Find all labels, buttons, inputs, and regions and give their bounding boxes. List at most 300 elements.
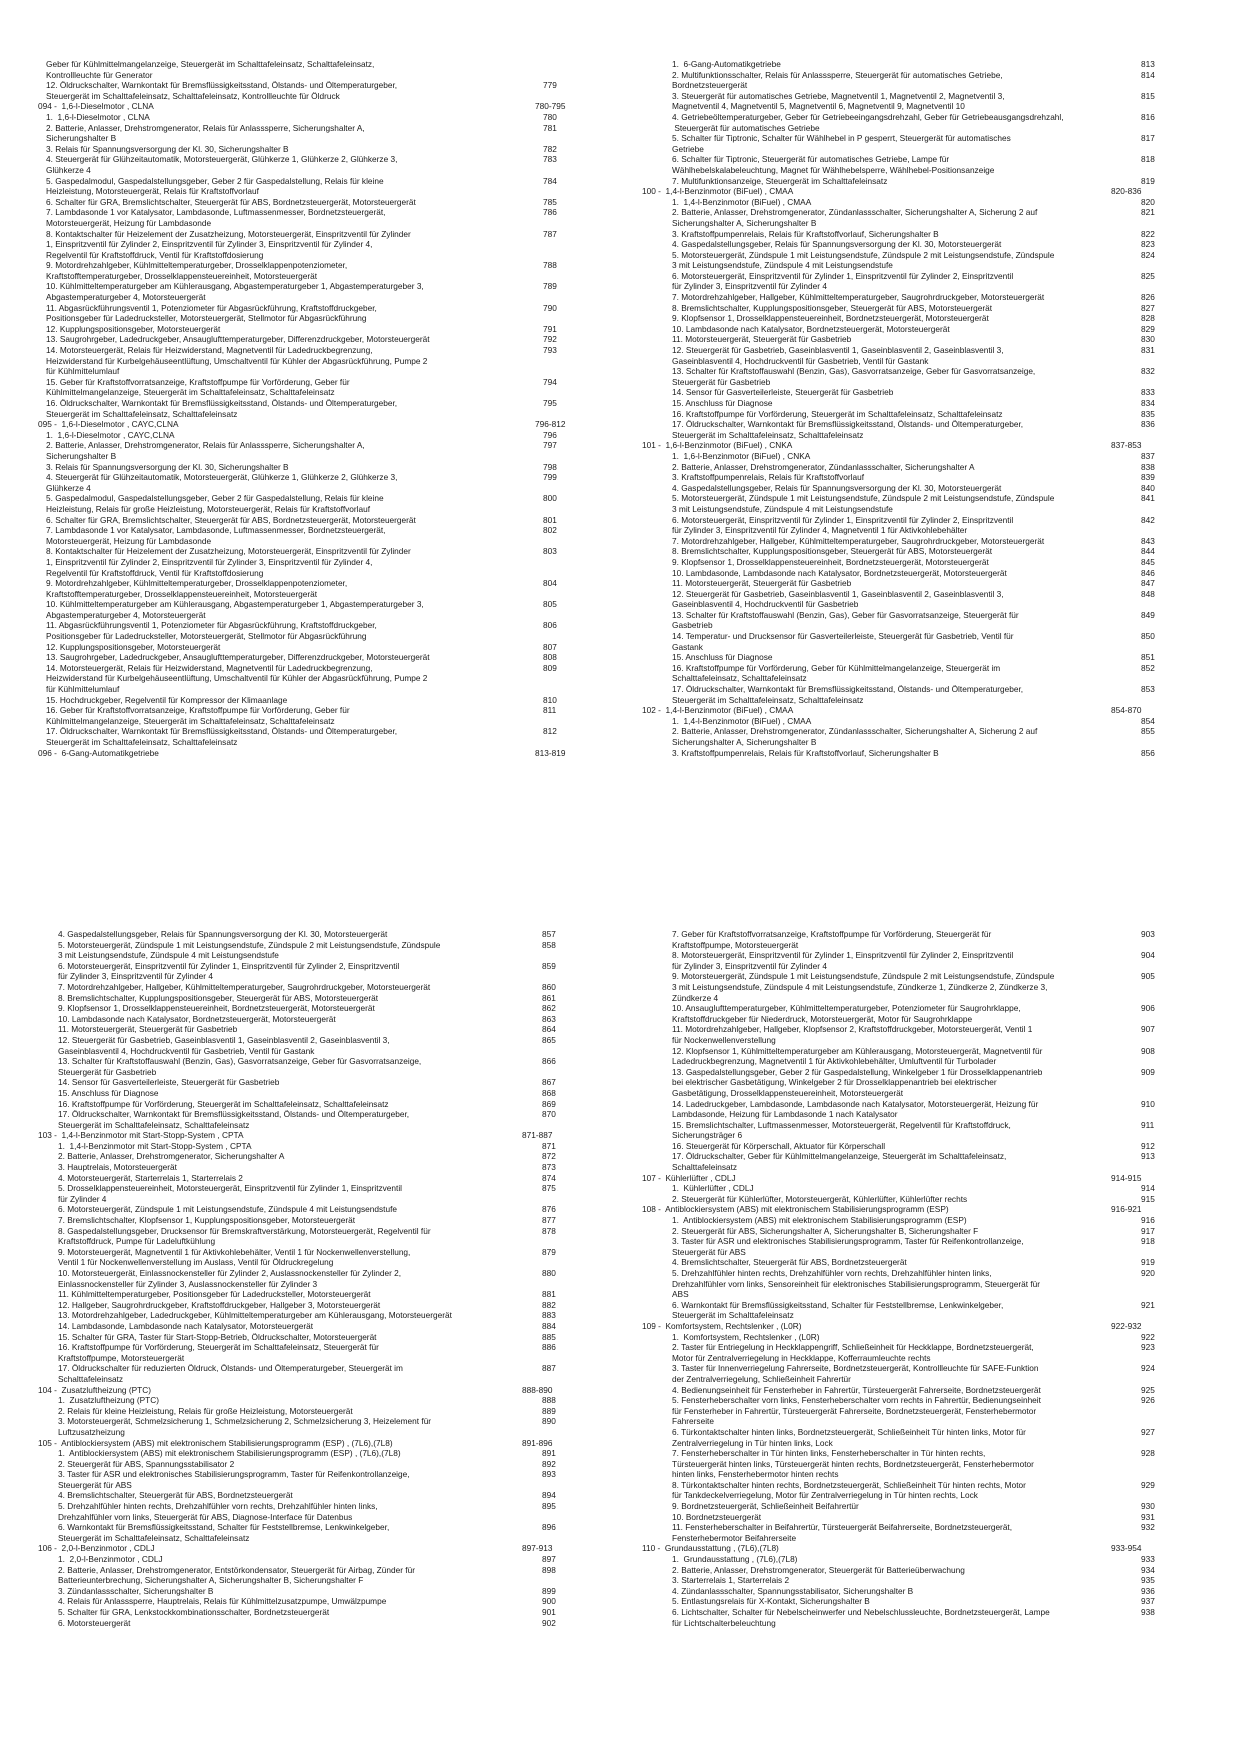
toc-entry-text: 9. Motordrehzahlgeber, Kühlmitteltemperaturgeber, Drosselklappenpotenziometer, Kraftstofftemperaturgeber, Drosselklappensteuereinheit, Motorsteuergerät (46, 578, 348, 599)
toc-page-number: 927 (1141, 1426, 1155, 1437)
toc-page-number: 796 (543, 429, 557, 440)
toc-entry-text: 13. Schalter für Kraftstoffauswahl (Benzin, Gas), Gasvorratsanzeige, Geber für Gasvorratsanzeige, Steuergerät für Gasbetrieb (58, 1056, 422, 1077)
toc-entry-text: 1. 1,4-l-Benzinmotor (BiFuel) , CMAA (672, 715, 812, 726)
toc-page-number: 826 (1141, 292, 1155, 303)
toc-entry-text: 14. Motorsteuergerät, Relais für Heizwiderstand, Magnetventil für Ladedruckbegrenzung, Heizwiderstand für Kurbelgehäuseentlüftung, Umschaltventil für Kühler der Abgasrückführung, Pumpe 2 für Kühlmittelumlauf (46, 345, 428, 377)
toc-entry-text: 1. Grundausstattung , (7L6),(7L8) (672, 1554, 798, 1565)
toc-entry-text: 12. Klopfsensor 1, Kühlmitteltemperaturgeber am Kühlerausgang, Motorsteuergerät, Magnetventil für Ladedruckbegrenzung, Magnetventil 1 für Aktivkohlebehälter, Umluftventil für Turbolader (672, 1045, 1043, 1067)
toc-entry-row (672, 536, 1202, 547)
toc-page-number: 875 (542, 1183, 556, 1194)
toc-entry-text: 3. Kraftstoffpumpenrelais, Relais für Kraftstoffvorlauf (672, 472, 864, 483)
toc-entry-row (672, 1151, 1202, 1172)
toc-page-number: 784 (543, 175, 557, 186)
toc-page-number: 920 (1141, 1268, 1155, 1278)
toc-entry-row (46, 59, 556, 80)
toc-page-number: 785 (543, 196, 557, 207)
toc-page-number: 914-915 (1111, 1172, 1142, 1183)
toc-entry-text: 1. 1,6-l-Benzinmotor (BiFuel) , CNKA (672, 450, 811, 461)
toc-entry-text: 6. Motorsteuergerät, Einspritzventil für Zylinder 1, Einspritzventil für Zylinder 2, Einspritzventil für Zylinder 3, Einspritzventil für Zylinder 4 (672, 270, 1014, 292)
toc-entry-text: 1. Antiblockiersystem (ABS) mit elektronischem Stabilisierungsprogramm (ESP) (672, 1215, 967, 1226)
toc-entry-text: 15. Hochdruckgeber, Regelventil für Kompressor der Klimaanlage (46, 694, 288, 705)
toc-page-number: 852 (1141, 662, 1155, 673)
toc-entry-row (672, 1194, 1202, 1205)
toc-section-title: 110 - Grundausstattung , (7L6),(7L8) (642, 1543, 779, 1554)
toc-entry-text: 6. Motorsteuergerät, Einspritzventil für Zylinder 1, Einspritzventil für Zylinder 2, Einspritzventil für Zylinder 3, Einspritzventil für Zylinder 4, Magnetventil 1 für Aktivkohlebehälter (672, 514, 1014, 536)
toc-page-number: 892 (542, 1458, 556, 1469)
toc-page-number: 831 (1141, 345, 1155, 356)
toc-entry-row (672, 91, 1202, 112)
toc-page-number: 915 (1141, 1193, 1155, 1204)
toc-section-title: 105 - Antiblockiersystem (ABS) mit elektronischem Stabilisierungsprogramm (ESP) , (7L6),(7L8) (38, 1437, 393, 1448)
toc-entry-text: 12. Kupplungspositionsgeber, Motorsteuergerät (46, 641, 221, 652)
toc-entry-row (58, 1501, 556, 1522)
toc-page-number: 931 (1141, 1511, 1155, 1522)
toc-entry-text: 11. Fensterheberschalter in Beifahrertür, Türsteuergerät Beifahrerseite, Bordnetzsteuergerät, Fensterhebermotor Beifahrerseite (672, 1522, 1013, 1543)
toc-page-number: 814 (1141, 69, 1155, 80)
toc-page-number: 847 (1141, 578, 1155, 589)
toc-section-row (38, 1438, 556, 1449)
toc-entry-row (672, 1342, 1202, 1363)
toc-page-number: 802 (543, 525, 557, 536)
toc-entry-row (672, 154, 1202, 175)
toc-page-number: 803 (543, 546, 557, 557)
toc-entry-text: 3. Kraftstoffpumpenrelais, Relais für Kraftstoffvorlauf, Sicherungshalter B (672, 228, 939, 239)
toc-entry-row (58, 929, 556, 940)
toc-entry-row (46, 281, 556, 302)
toc-entry-text: 2. Steuergerät für ABS, Spannungsstabilisator 2 (58, 1458, 235, 1469)
toc-entry-text: 6. Türkontaktschalter hinten links, Bordnetzsteuergerät, Schließeinheit Tür hinten links, Motor für Zentralverriegelung in Tür hinten links, Lock (672, 1426, 1026, 1448)
toc-page-number: 897 (542, 1554, 556, 1565)
toc-page-number: 868 (542, 1087, 556, 1098)
toc-entry-text: 8. Bremslichtschalter, Kupplungspositionsgeber, Steuergerät für ABS, Motorsteuergerät (672, 546, 993, 557)
toc-page-number: 897-913 (522, 1543, 553, 1554)
toc-entry-row (58, 1554, 556, 1565)
toc-page-number: 806 (543, 620, 557, 631)
toc-page-number: 917 (1141, 1225, 1155, 1236)
toc-entry-row (672, 652, 1202, 663)
toc-entry-text: 6. Motorsteuergerät (58, 1617, 131, 1628)
toc-page-number: 857 (542, 929, 556, 939)
toc-entry-text: 2. Batterie, Anlasser, Drehstromgenerator, Steuergerät für Batterieüberwachung (672, 1564, 965, 1575)
toc-page-number: 832 (1141, 366, 1155, 377)
toc-page-number: 869 (542, 1098, 556, 1109)
toc-entry-row (58, 1565, 556, 1586)
toc-entry-row (672, 1141, 1202, 1152)
toc-entry-row (672, 1099, 1202, 1120)
toc-entry-text: 12. Kupplungspositionsgeber, Motorsteuergerät (46, 323, 221, 334)
toc-page-number: 874 (542, 1172, 556, 1183)
toc-entry-row (672, 1501, 1202, 1512)
toc-page-number: 790 (543, 302, 557, 313)
toc-section-title: 102 - 1,4-l-Benzinmotor (BiFuel) , CMAA (642, 705, 794, 716)
toc-page-number: 891-896 (522, 1437, 553, 1448)
toc-entry-row (672, 546, 1202, 557)
toc-entry-text: 1. 1,4-l-Benzinmotor mit Start-Stopp-System , CPTA (58, 1140, 252, 1151)
toc-page-number: 796-812 (535, 419, 566, 430)
toc-entry-row (58, 1363, 556, 1384)
toc-page-number: 879 (542, 1246, 556, 1257)
toc-entry-text: 6. Lichtschalter, Schalter für Nebelscheinwerfer und Nebelschlussleuchte, Bordnetzsteuergerät, Lampe für Lichtschalterbeleuchtung (672, 1607, 1050, 1628)
toc-entry-text: 15. Anschluss für Diagnose (672, 398, 773, 408)
toc-entry-row (672, 631, 1202, 652)
toc-entry-row (672, 748, 1202, 759)
toc-entry-text: 16. Kraftstoffpumpe für Vorförderung, Steuergerät im Schalttafeleinsatz, Steuergerät für Kraftstoffpumpe, Motorsteuergerät (58, 1342, 379, 1363)
toc-entry-text: 12. Hallgeber, Saugrohrdruckgeber, Kraftstoffdruckgeber, Hallgeber 3, Motorsteuergerät (58, 1299, 381, 1310)
toc-page-number: 923 (1141, 1342, 1155, 1353)
toc-page-number: 809 (543, 662, 557, 673)
toc-page-number: 878 (542, 1225, 556, 1236)
toc-entry-row (672, 324, 1202, 335)
toc-entry-text: 4. Gaspedalstellungsgeber, Relais für Spannungsversorgung der Kl. 30, Motorsteuergerät (672, 482, 1002, 493)
toc-entry-text: 2. Batterie, Anlasser, Drehstromgenerator, Zündanlassschalter, Sicherungshalter A, Sicherung 2 auf Sicherungshalter A, Sicherungshalter B (672, 726, 1038, 747)
toc-entry-text: 4. Gaspedalstellungsgeber, Relais für Spannungsversorgung der Kl. 30, Motorsteuergerät (58, 929, 388, 939)
toc-entry-row (672, 366, 1202, 387)
toc-page-number: 797 (543, 440, 557, 451)
toc-page-number: 819 (1141, 175, 1155, 186)
toc-entry-text: 2. Taster für Entriegelung in Heckklappengriff, Schließeinheit für Heckklappe, Bordnetzsteuergerät, Motor für Zentralverriegelung in Heckklappe, Kofferraumleuchte rechts (672, 1342, 1034, 1363)
toc-entry-row (672, 1427, 1202, 1448)
toc-entry-row (46, 663, 556, 695)
toc-page-number: 859 (542, 960, 556, 971)
toc-entry-row (46, 695, 556, 706)
toc-entry-row (46, 430, 556, 441)
toc-entry-text: 4. Motorsteuergerät, Starterrelais 1, Starterrelais 2 (58, 1172, 243, 1183)
toc-entry-row (672, 419, 1202, 440)
toc-entry-text: 1. Kühlerlüfter , CDLJ (672, 1183, 754, 1194)
toc-entry-text: 3. Zündanlassschalter, Sicherungshalter B (58, 1585, 214, 1596)
toc-entry-row (672, 557, 1202, 568)
toc-section-row (38, 1385, 556, 1396)
toc-section-row (642, 186, 1202, 197)
toc-entry-row (58, 1522, 556, 1543)
toc-entry-text: 1. 6-Gang-Automatikgetriebe (672, 59, 781, 69)
toc-entry-text: 5. Schalter für Tiptronic, Schalter für Wählhebel in P gesperrt, Steuergerät für automatisches Getriebe (672, 133, 1011, 154)
toc-entry-text: 5. Motorsteuergerät, Zündspule 1 mit Leistungsendstufe, Zündspule 2 mit Leistungsendstufe, Zündspule 3 mit Leistungsendstufe, Zündspule 4 mit Leistungsendstufe (672, 249, 1055, 271)
toc-page-number: 913 (1141, 1151, 1155, 1162)
toc-entry-text: 12. Steuergerät für Gasbetrieb, Gaseinblasventil 1, Gaseinblasventil 2, Gaseinblasventil 3, Gaseinblasventil 4, Hochdruckventil für Gasbetrieb (672, 588, 1004, 610)
toc-entry-row (672, 568, 1202, 579)
toc-entry-row (672, 950, 1202, 971)
toc-entry-text: 6. Warnkontakt für Bremsflüssigkeitsstand, Schalter für Feststellbremse, Lenkwinkelgeber, Steuergerät im Schalttafeleinsatz (672, 1299, 1004, 1321)
toc-entry-row (46, 207, 556, 228)
toc-page-number: 838 (1141, 461, 1155, 472)
toc-entry-row (672, 1120, 1202, 1141)
toc-page-number: 938 (1141, 1607, 1155, 1617)
toc-entry-text: 6. Schalter für GRA, Bremslichtschalter, Steuergerät für ABS, Bordnetzsteuergerät, Motorsteuergerät (46, 514, 416, 525)
toc-page-number: 791 (543, 323, 557, 334)
toc-entry-row (672, 271, 1202, 292)
toc-entry-row (672, 207, 1202, 228)
toc-entry-row (672, 250, 1202, 271)
toc-section-row (642, 1173, 1202, 1184)
toc-entry-text: 1. 2,0-l-Benzinmotor , CDLJ (58, 1554, 163, 1565)
toc-entry-text: 9. Motordrehzahlgeber, Kühlmitteltemperaturgeber, Drosselklappenpotenziometer, Kraftstofftemperaturgeber, Drosselklappensteuereinheit, Motorsteuergerät (46, 260, 348, 281)
toc-page-number: 909 (1141, 1066, 1155, 1077)
toc-entry-text: 3. Taster für ASR und elektronisches Stabilisierungsprogramm, Taster für Reifenkontrollanzeige, Steuergerät für ABS (58, 1469, 410, 1490)
toc-page-number: 825 (1141, 270, 1155, 281)
toc-entry-text: 13. Saugrohrgeber, Ladedruckgeber, Ansauglufttemperaturgeber, Differenzdruckgeber, Motorsteuergerät (46, 652, 430, 663)
toc-entry-text: 13. Motordrehzahlgeber, Ladedruckgeber, Kühlmitteltemperaturgeber am Kühlerausgang, Motorsteuergerät (58, 1310, 452, 1321)
toc-page-number: 820-836 (1111, 186, 1142, 197)
toc-entry-row (46, 80, 556, 101)
toc-entry-text: 15. Anschluss für Diagnose (672, 652, 773, 663)
toc-entry-text: 5. Drehzahlfühler hinten rechts, Drehzahlfühler vorn rechts, Drehzahlfühler hinten links, Drehzahlfühler vorn links, Steuergerät für ABS, Diagnose-Interface für Datenbus (58, 1501, 378, 1522)
toc-page-number: 782 (543, 143, 557, 154)
toc-page-number: 933 (1141, 1554, 1155, 1565)
toc-entry-row (672, 313, 1202, 324)
toc-page-number: 911 (1141, 1119, 1155, 1130)
toc-entry-row (672, 229, 1202, 240)
toc-page-number: 855 (1141, 726, 1155, 737)
toc-page-number: 902 (542, 1617, 556, 1628)
toc-entry-row (46, 726, 556, 747)
toc-page-number: 873 (542, 1162, 556, 1173)
toc-entry-text: 14. Motorsteuergerät, Relais für Heizwiderstand, Magnetventil für Ladedruckbegrenzung, Heizwiderstand für Kurbelgehäuseentlüftung, Umschaltventil für Kühler der Abgasrückführung, Pumpe 2 für Kühlmittelumlauf (46, 662, 428, 695)
toc-entry-text: 6. Schalter für GRA, Bremslichtschalter, Steuergerät für ABS, Bordnetzsteuergerät, Motorsteuergerät (46, 196, 416, 207)
toc-panel-bottom-left (38, 929, 556, 1628)
toc-entry-row (46, 472, 556, 493)
toc-page-number: 916-921 (1111, 1204, 1142, 1215)
toc-entry-row (672, 578, 1202, 589)
toc-entry-text: 3. Taster für ASR und elektronisches Stabilisierungsprogramm, Taster für Reifenkontrollanzeige, Steuergerät für ABS (672, 1236, 1024, 1257)
toc-page-number: 781 (543, 122, 557, 133)
toc-entry-text: 8. Türkontaktschalter hinten rechts, Bordnetzsteuergerät, Schließeinheit Tür hinten rechts, Motor für Tankdeckelverriegelung, Motor für Zentralverriegelung in Tür hinten rechts, Lock (672, 1479, 1026, 1501)
toc-entry-row (672, 1215, 1202, 1226)
toc-entry-row (672, 1363, 1202, 1384)
toc-entry-text: 7. Lambdasonde 1 vor Katalysator, Lambdasonde, Luftmassenmesser, Bordnetzsteuergerät, Motorsteuergerät, Heizung für Lambdasonde (46, 525, 386, 546)
toc-entry-row (58, 1226, 556, 1247)
toc-entry-text: 7. Lambdasonde 1 vor Katalysator, Lambdasonde, Luftmassenmesser, Bordnetzsteuergerät, Motorsteuergerät, Heizung für Lambdasonde (46, 207, 386, 228)
toc-entry-text: 4. Relais für Anlasssperre, Hauptrelais, Relais für Kühlmittelzusatzpumpe, Umwälzpumpe (58, 1596, 387, 1607)
toc-entry-row (58, 1586, 556, 1597)
toc-entry-row (58, 1448, 556, 1459)
toc-entry-row (58, 1342, 556, 1363)
toc-entry-row (672, 726, 1202, 747)
toc-entry-row (672, 1183, 1202, 1194)
toc-page-number: 888 (542, 1395, 556, 1406)
toc-entry-text: 10. Kühlmitteltemperaturgeber am Kühlerausgang, Abgastemperaturgeber 1, Abgastemperaturgeber 3, Abgastemperaturgeber 4, Motorsteuergerät (46, 599, 424, 620)
toc-entry-row (672, 462, 1202, 473)
toc-page-number: 905 (1141, 971, 1155, 982)
toc-entry-row (672, 1395, 1202, 1427)
toc-entry-row (672, 59, 1202, 70)
toc-entry-text: 2. Batterie, Anlasser, Drehstromgenerator, Entstörkondensator, Steuergerät für Airbag, Zünder für Batterieunterbrechung, Sicherungshalter A, Sicherungshalter B, Sicherungshalter F (58, 1564, 415, 1586)
toc-page-number: 836 (1141, 419, 1155, 430)
toc-entry-text: 2. Steuergerät für Kühlerlüfter, Motorsteuergerät, Kühlerlüfter, Kühlerlüfter rechts (672, 1193, 968, 1204)
toc-page-number: 901 (542, 1607, 556, 1617)
toc-entry-row (58, 1247, 556, 1268)
toc-page-number: 786 (543, 207, 557, 218)
toc-entry-text: 3. Hauptrelais, Motorsteuergerät (58, 1162, 177, 1173)
toc-entry-text: 17. Öldruckschalter, Warnkontakt für Bremsflüssigkeitsstand, Ölstands- und Öltemperaturgeber, Steuergerät im Schalttafeleinsatz, Schalttafeleinsatz (46, 726, 398, 747)
toc-page-number: 898 (542, 1564, 556, 1575)
toc-page-number: 816 (1141, 111, 1155, 122)
toc-entry-row (58, 1151, 556, 1162)
toc-entry-text: 7. Fensterheberschalter in Tür hinten links, Fensterheberschalter in Tür hinten rechts, Türsteuergerät hinten links, Türsteuergerät hinten rechts, Bordnetzsteuergerät, Fensterhebermotor hinten links, Fensterhebermotor hinten rechts (672, 1448, 1034, 1480)
toc-page-number: 933-954 (1111, 1543, 1142, 1554)
toc-entry-row (672, 239, 1202, 250)
toc-entry-text: 1. 1,6-l-Dieselmotor , CLNA (46, 111, 150, 122)
toc-entry-text: 14. Lambdasonde, Lambdasonde nach Katalysator, Motorsteuergerät (58, 1320, 314, 1331)
toc-section-title: 101 - 1,6-l-Benzinmotor (BiFuel) , CNKA (642, 440, 793, 451)
toc-panel-bottom-right (642, 929, 1202, 1628)
toc-entry-text: 4. Getriebeöltemperaturgeber, Geber für Getriebeeingangsdrehzahl, Geber für Getriebeausgangsdrehzahl, Steuergerät für automatisches Getriebe (672, 111, 1064, 133)
toc-entry-text: 2. Steuergerät für ABS, Sicherungshalter A, Sicherungshalter B, Sicherungshalter F (672, 1225, 979, 1236)
toc-page-number: 813-819 (535, 747, 566, 758)
toc-page-number: 783 (543, 154, 557, 165)
toc-page-number: 845 (1141, 556, 1155, 567)
toc-section-row (38, 1130, 556, 1141)
toc-section-row (38, 1543, 556, 1554)
toc-section-title: 109 - Komfortsystem, Rechtslenker , (L0R) (642, 1320, 802, 1331)
toc-page-number: 804 (543, 578, 557, 589)
toc-section-title: 096 - 6-Gang-Automatikgetriebe (38, 747, 159, 758)
toc-entry-row (58, 1618, 556, 1629)
toc-page-number: 827 (1141, 302, 1155, 313)
toc-entry-text: 7. Bremslichtschalter, Klopfsensor 1, Kupplungspositionsgeber, Motorsteuergerät (58, 1215, 356, 1226)
toc-entry-row (58, 1469, 556, 1490)
toc-section-row (642, 440, 1202, 451)
toc-entry-text: 7. Geber für Kraftstoffvorratsanzeige, Kraftstoffpumpe für Vorförderung, Steuergerät für Kraftstoffpumpe, Motorsteuergerät (672, 929, 992, 950)
toc-entry-row (58, 1310, 556, 1321)
toc-entry-row (672, 1268, 1202, 1300)
toc-page-number: 894 (542, 1490, 556, 1501)
toc-entry-row (46, 229, 556, 261)
toc-entry-row (46, 334, 556, 345)
toc-entry-row (672, 663, 1202, 684)
toc-entry-text: 13. Schalter für Kraftstoffauswahl (Benzin, Gas), Geber für Gasvorratsanzeige, Steuergerät für Gasbetrieb (672, 609, 1019, 631)
toc-page-number: 864 (542, 1024, 556, 1035)
toc-section-title: 095 - 1,6-l-Dieselmotor , CAYC,CLNA (38, 419, 179, 430)
toc-entry-row (46, 112, 556, 123)
toc-entry-row (46, 260, 556, 281)
toc-entry-row (672, 684, 1202, 705)
toc-page-number: 835 (1141, 408, 1155, 419)
toc-section-title: 094 - 1,6-l-Dieselmotor , CLNA (38, 101, 154, 112)
toc-page-number: 837-853 (1111, 440, 1142, 451)
toc-page-number: 822 (1141, 228, 1155, 239)
toc-entry-row (672, 1046, 1202, 1067)
toc-page-number: 780-795 (535, 101, 566, 112)
toc-page-number: 854 (1141, 715, 1155, 726)
toc-entry-row (672, 334, 1202, 345)
toc-entry-text: 4. Zündanlassschalter, Spannungsstabilisator, Sicherungshalter B (672, 1585, 914, 1596)
toc-page-number: 936 (1141, 1585, 1155, 1596)
toc-entry-row (46, 440, 556, 461)
toc-section-title: 103 - 1,4-l-Benzinmotor mit Start-Stopp-System , CPTA (38, 1130, 244, 1141)
toc-entry-text: 15. Bremslichtschalter, Luftmassenmesser, Motorsteuergerät, Regelventil für Kraftstoffdruck, Sicherungsträger 6 (672, 1119, 1011, 1141)
toc-entry-text: 16. Kraftstoffpumpe für Vorförderung, Steuergerät im Schalttafeleinsatz, Schalttafeleinsatz (672, 408, 1003, 419)
toc-entry-row (672, 112, 1202, 133)
toc-entry-text: 6. Motorsteuergerät, Zündspule 1 mit Leistungsendstufe, Zündspule 4 mit Leistungsendstufe (58, 1204, 397, 1215)
toc-page-number: 837 (1141, 450, 1155, 461)
toc-entry-text: 4. Bremslichtschalter, Steuergerät für ABS, Bordnetzsteuergerät (672, 1257, 907, 1268)
toc-entry-text: 7. Motordrehzahlgeber, Hallgeber, Kühlmitteltemperaturgeber, Saugrohrdruckgeber, Motorsteuergerät (672, 292, 1045, 303)
toc-entry-row (672, 1067, 1202, 1099)
toc-entry-row (672, 1448, 1202, 1480)
toc-entry-text: 5. Drosselklappensteuereinheit, Motorsteuergerät, Einspritzventil für Zylinder 1, Einspritzventil für Zylinder 4 (58, 1183, 403, 1204)
toc-entry-row (58, 993, 556, 1004)
toc-page-number: 907 (1141, 1024, 1155, 1035)
toc-page-number: 850 (1141, 631, 1155, 642)
toc-page-number: 842 (1141, 514, 1155, 525)
toc-page-number: 934 (1141, 1564, 1155, 1575)
toc-section-title: 108 - Antiblockiersystem (ABS) mit elektronischem Stabilisierungsprogramm (ESP) (642, 1204, 949, 1215)
toc-page-number: 904 (1141, 950, 1155, 961)
toc-page-number: 828 (1141, 313, 1155, 324)
toc-entry-row (672, 1554, 1202, 1565)
toc-page-number: 807 (543, 641, 557, 652)
toc-entry-row (672, 929, 1202, 950)
toc-entry-text: 2. Relais für kleine Heizleistung, Relais für große Heizleistung, Motorsteuergerät (58, 1405, 353, 1416)
toc-entry-text: 17. Öldruckschalter, Warnkontakt für Bremsflüssigkeitsstand, Ölstands- und Öltemperaturgeber, Steuergerät im Schalttafeleinsatz, Schalttafeleinsatz (58, 1109, 410, 1130)
toc-entry-text: 12. Öldruckschalter, Warnkontakt für Bremsflüssigkeitsstand, Ölstands- und Öltemperaturgeber, Steuergerät im Schalttafeleinsatz, Schalttafeleinsatz, Kontrollleuchte für Öldruck (46, 80, 398, 101)
toc-entry-row (672, 345, 1202, 366)
toc-page-number: 805 (543, 599, 557, 610)
toc-page-number: 871-887 (522, 1130, 553, 1141)
toc-entry-row (58, 1332, 556, 1343)
toc-entry-text: 10. Lambdasonde nach Katalysator, Bordnetzsteuergerät, Motorsteuergerät (672, 323, 950, 334)
toc-entry-text: 15. Schalter für GRA, Taster für Start-Stopp-Betrieb, Öldruckschalter, Motorsteuergerät (58, 1331, 377, 1342)
toc-section-row (38, 419, 566, 430)
toc-entry-row (46, 462, 556, 473)
toc-entry-text: 5. Schalter für GRA, Lenkstockkombinationsschalter, Bordnetzsteuergerät (58, 1607, 330, 1617)
toc-entry-text: 2. Batterie, Anlasser, Drehstromgenerator, Zündanlassschalter, Sicherungshalter A, Sicherung 2 auf Sicherungshalter A, Sicherungshalter B (672, 207, 1038, 228)
toc-entry-row (672, 398, 1202, 409)
toc-entry-text: 16. Steuergerät für Körperschall, Aktuator für Körperschall (672, 1140, 886, 1151)
toc-entry-row (672, 971, 1202, 1003)
toc-entry-text: 7. Motordrehzahlgeber, Hallgeber, Kühlmitteltemperaturgeber, Saugrohrdruckgeber, Motorsteuergerät (58, 981, 431, 992)
toc-page-number: 919 (1141, 1257, 1155, 1268)
toc-page-number: 916 (1141, 1215, 1155, 1226)
toc-page-number: 908 (1141, 1045, 1155, 1056)
toc-entry-row (58, 1056, 556, 1077)
toc-entry-row (46, 642, 556, 653)
toc-page-number: 926 (1141, 1395, 1155, 1406)
toc-page-number: 860 (542, 981, 556, 992)
toc-entry-text: 16. Öldruckschalter, Warnkontakt für Bremsflüssigkeitsstand, Ölstands- und Öltemperaturgeber, Steuergerät im Schalttafeleinsatz, Schalttafeleinsatz (46, 398, 398, 419)
toc-page-number: 866 (542, 1056, 556, 1067)
toc-entry-text: 17. Öldruckschalter für reduzierten Öldruck, Ölstands- und Öltemperaturgeber, Steuergerät im Schalttafeleinsatz (58, 1363, 403, 1384)
toc-page-number: 794 (543, 376, 557, 387)
toc-entry-row (672, 387, 1202, 398)
toc-entry-row (58, 1088, 556, 1099)
toc-entry-text: 2. Batterie, Anlasser, Drehstromgenerator, Sicherungshalter A (58, 1151, 285, 1162)
toc-page-number: 883 (542, 1310, 556, 1321)
toc-entry-text: 9. Klopfsensor 1, Drosselklappensteuereinheit, Bordnetzsteuergerät, Motorsteuergerät (58, 1003, 375, 1014)
toc-entry-row (58, 1459, 556, 1470)
toc-page-number: 812 (543, 726, 557, 737)
toc-entry-text: 3. Steuergerät für automatisches Getriebe, Magnetventil 1, Magnetventil 2, Magnetventil 3, Magnetventil 4, Magnetventil 5, Magnetventil 6, Magnetventil 9, Magnetventil 10 (672, 90, 1005, 112)
toc-page-number: 872 (542, 1151, 556, 1162)
toc-entry-text: 15. Geber für Kraftstoffvorratsanzeige, Kraftstoffpumpe für Vorförderung, Geber für Kühlmittelmangelanzeige, Steuergerät im Schalttafeleinsatz, Schalttafeleinsatz (46, 376, 350, 398)
toc-entry-text: 4. Bremslichtschalter, Steuergerät für ABS, Bordnetzsteuergerät (58, 1490, 293, 1501)
toc-page-number: 912 (1141, 1140, 1155, 1151)
toc-page-number: 801 (543, 514, 557, 525)
toc-section-row (642, 705, 1202, 716)
toc-section-row (642, 1321, 1202, 1332)
toc-entry-row (672, 610, 1202, 631)
toc-entry-text: 1. 1,6-l-Dieselmotor , CAYC,CLNA (46, 429, 175, 440)
toc-entry-row (46, 546, 556, 578)
toc-entry-text: 2. Batterie, Anlasser, Drehstromgenerator, Zündanlassschalter, Sicherungshalter A (672, 461, 975, 472)
toc-page-number: 900 (542, 1596, 556, 1607)
toc-page-number: 870 (542, 1109, 556, 1120)
toc-entry-row (672, 589, 1202, 610)
toc-entry-text: 15. Anschluss für Diagnose (58, 1087, 159, 1098)
toc-entry-row (672, 1586, 1202, 1597)
toc-entry-text: 14. Ladedruckgeber, Lambdasonde, Lambdasonde nach Katalysator, Motorsteuergerät, Heizung für Lambdasonde, Heizung für Lambdasonde 1 nach Katalysator (672, 1098, 1039, 1120)
